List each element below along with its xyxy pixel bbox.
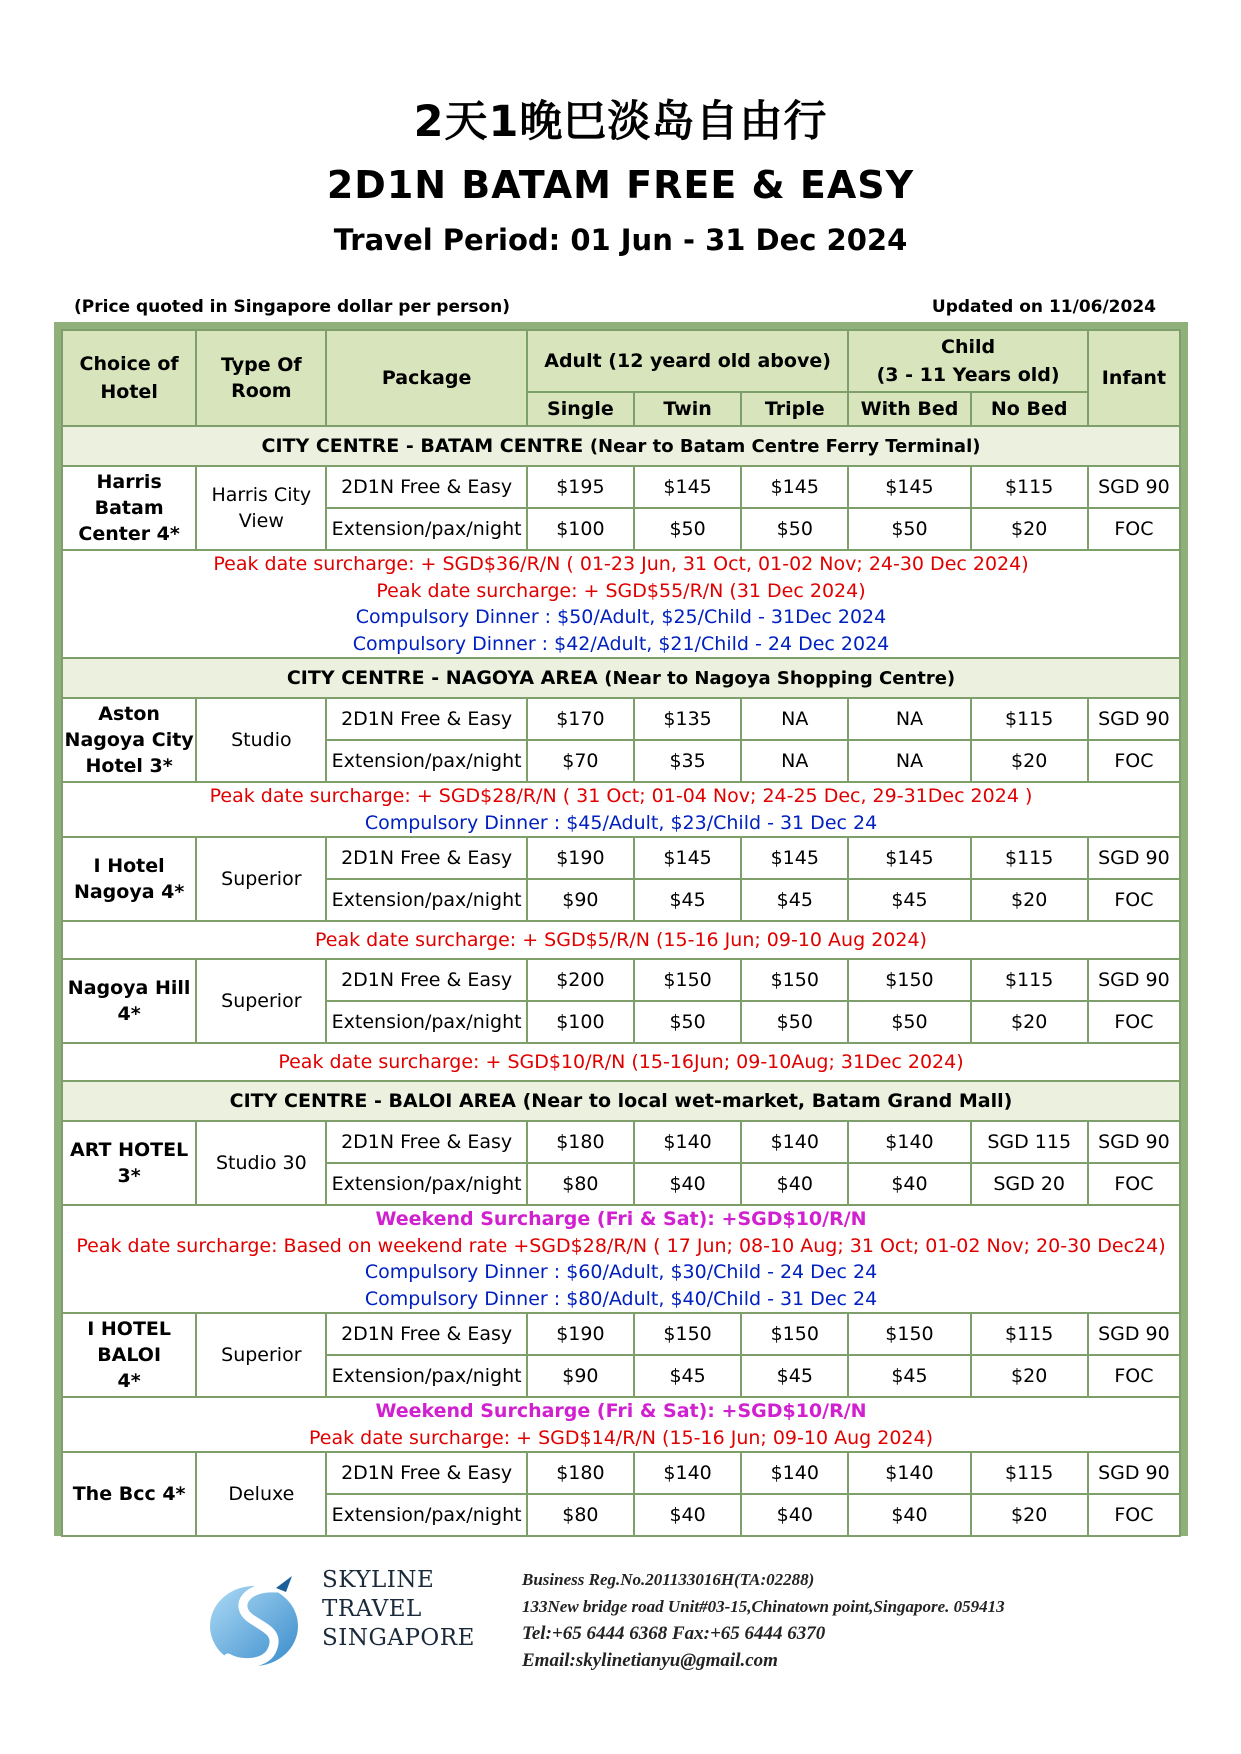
price-cell-no_bed: $115: [971, 959, 1088, 1001]
area-name: CITY CENTRE - BALOI AREA (Near to local wet-market, Batam Grand Mall): [229, 1090, 1013, 1112]
price-cell-infant: FOC: [1088, 1355, 1180, 1397]
hotel-name-line: Hotel 3*: [85, 755, 173, 777]
price-row: [62, 837, 1180, 879]
surcharge-note: Peak date surcharge: + SGD$28/R/N ( 31 Oct; 01-04 Nov; 24-25 Dec, 29-31Dec 2024 ): [209, 785, 1033, 807]
surcharge-notes: [62, 1205, 1180, 1313]
price-cell-triple: $45: [741, 879, 848, 921]
price-cell-infant: FOC: [1088, 1163, 1180, 1205]
price-cell-with_bed: $50: [848, 508, 970, 550]
price-row: [62, 959, 1180, 1001]
hotel-name-line: BALOI: [97, 1344, 162, 1366]
business-email[interactable]: Email:skylinetianyu@gmail.com: [522, 1650, 778, 1671]
business-details: [522, 1566, 1005, 1674]
business-reg: Business Reg.No.201133016H(TA:02288): [522, 1570, 815, 1589]
room-type-line: Studio 30: [215, 1152, 307, 1174]
price-cell-twin: $150: [634, 1313, 741, 1355]
price-cell-twin: $45: [634, 879, 741, 921]
price-cell-no_bed: $115: [971, 837, 1088, 879]
price-cell-twin: $145: [634, 466, 741, 508]
hotel-name-line: Center 4*: [78, 523, 180, 545]
surcharge-note: Peak date surcharge: + SGD$55/R/N (31 Dec 2024): [376, 579, 866, 602]
notes-row: [62, 921, 1180, 959]
price-cell-no_bed: $115: [971, 1313, 1088, 1355]
hotel-name: [62, 959, 196, 1043]
price-cell-single: $100: [527, 508, 634, 550]
surcharge-note: Peak date surcharge: + SGD$36/R/N ( 01-23 Jun, 31 Oct, 01-02 Nov; 24-30 Dec 2024): [213, 553, 1029, 575]
price-cell-no_bed: SGD 20: [971, 1163, 1088, 1205]
header-hotel: Choice of Hotel: [62, 330, 196, 426]
price-cell-infant: SGD 90: [1088, 959, 1180, 1001]
price-cell-triple: $40: [741, 1494, 848, 1536]
area-heading: [62, 658, 1180, 698]
notes-row: [62, 782, 1180, 837]
area-row: [62, 658, 1180, 698]
price-cell-triple: $50: [741, 1001, 848, 1043]
price-cell-package: 2D1N Free & Easy: [326, 837, 526, 879]
hotel-name-line: ART HOTEL: [70, 1139, 189, 1161]
price-cell-twin: $40: [634, 1163, 741, 1205]
room-type: [196, 837, 326, 921]
price-cell-twin: $35: [634, 740, 741, 782]
price-cell-triple: $140: [741, 1121, 848, 1163]
price-cell-single: $80: [527, 1494, 634, 1536]
price-cell-triple: $40: [741, 1163, 848, 1205]
header-no-bed: No Bed: [971, 392, 1088, 426]
price-cell-infant: SGD 90: [1088, 1121, 1180, 1163]
price-cell-package: 2D1N Free & Easy: [326, 1313, 526, 1355]
price-cell-twin: $145: [634, 837, 741, 879]
header-child-age: (3 - 11 Years old): [876, 364, 1060, 386]
price-cell-package: 2D1N Free & Easy: [326, 959, 526, 1001]
price-cell-no_bed: $20: [971, 1494, 1088, 1536]
hotel-name-line: Nagoya 4*: [73, 881, 185, 903]
price-cell-twin: $50: [634, 1001, 741, 1043]
hotel-name-line: The Bcc 4*: [72, 1483, 186, 1505]
area-heading: [62, 426, 1180, 466]
price-cell-no_bed: $20: [971, 740, 1088, 782]
price-cell-package: Extension/pax/night: [326, 1001, 526, 1043]
price-cell-with_bed: $50: [848, 1001, 970, 1043]
surcharge-note: Compulsory Dinner : $42/Adult, $21/Child - 24 Dec 2024: [352, 632, 890, 655]
price-cell-no_bed: $115: [971, 466, 1088, 508]
price-cell-twin: $140: [634, 1121, 741, 1163]
price-cell-package: Extension/pax/night: [326, 879, 526, 921]
travel-period: Travel Period: 01 Jun - 31 Dec 2024: [333, 223, 908, 257]
area-row: [62, 426, 1180, 466]
area-subtitle: (Near to Nagoya Shopping Centre): [604, 668, 956, 689]
price-cell-single: $200: [527, 959, 634, 1001]
notes-row: [62, 1205, 1180, 1313]
hotel-name-line: Nagoya Hill: [67, 977, 191, 999]
price-table-frame: [54, 322, 1188, 1536]
surcharge-note: Peak date surcharge: + SGD$10/R/N (15-16Jun; 09-10Aug; 31Dec 2024): [278, 1050, 964, 1073]
surcharge-notes: [62, 550, 1180, 658]
surcharge-notes: [62, 1397, 1180, 1452]
area-subtitle: (Near to Batam Centre Ferry Terminal): [589, 436, 981, 457]
header-child-title: Child: [941, 336, 996, 358]
surcharge-note: Weekend Surcharge (Fri & Sat): +SGD$10/R/N: [375, 1400, 867, 1422]
price-cell-with_bed: $40: [848, 1494, 970, 1536]
price-cell-with_bed: $45: [848, 1355, 970, 1397]
header-package: Package: [326, 330, 526, 426]
price-cell-no_bed: $115: [971, 1452, 1088, 1494]
price-cell-single: $180: [527, 1452, 634, 1494]
price-cell-infant: FOC: [1088, 508, 1180, 550]
price-cell-triple: $50: [741, 508, 848, 550]
price-cell-package: Extension/pax/night: [326, 1355, 526, 1397]
surcharge-note: Peak date surcharge: + SGD$14/R/N (15-16 Jun; 09-10 Aug 2024): [308, 1426, 933, 1449]
surcharge-notes: [62, 1043, 1180, 1081]
surcharge-notes: [62, 782, 1180, 837]
price-cell-with_bed: NA: [848, 740, 970, 782]
area-row: [62, 1081, 1180, 1121]
price-cell-infant: SGD 90: [1088, 466, 1180, 508]
price-cell-single: $100: [527, 1001, 634, 1043]
price-cell-with_bed: $150: [848, 1313, 970, 1355]
header-room: Type Of Room: [196, 330, 326, 426]
price-cell-package: Extension/pax/night: [326, 740, 526, 782]
business-phone: Tel:+65 6444 6368 Fax:+65 6444 6370: [522, 1623, 826, 1644]
room-type-line: Harris City: [211, 484, 312, 506]
room-type-line: Studio: [231, 729, 292, 751]
price-cell-package: 2D1N Free & Easy: [326, 1452, 526, 1494]
price-cell-no_bed: $20: [971, 1355, 1088, 1397]
price-cell-no_bed: $115: [971, 698, 1088, 740]
price-cell-twin: $40: [634, 1494, 741, 1536]
price-row: [62, 1121, 1180, 1163]
hotel-name-line: 4*: [117, 1370, 141, 1392]
surcharge-note: Peak date surcharge: + SGD$5/R/N (15-16 Jun; 09-10 Aug 2024): [315, 928, 927, 951]
room-type: [196, 1452, 326, 1536]
price-cell-single: $170: [527, 698, 634, 740]
price-cell-with_bed: $145: [848, 837, 970, 879]
room-type-line: Deluxe: [228, 1483, 295, 1505]
price-cell-twin: $50: [634, 508, 741, 550]
price-cell-single: $190: [527, 1313, 634, 1355]
price-cell-triple: $140: [741, 1452, 848, 1494]
price-cell-twin: $140: [634, 1452, 741, 1494]
hotel-name: [62, 837, 196, 921]
price-cell-single: $195: [527, 466, 634, 508]
title-chinese: 2天1晚巴淡岛自由行: [413, 97, 828, 147]
room-type: [196, 959, 326, 1043]
price-cell-infant: SGD 90: [1088, 1313, 1180, 1355]
price-cell-triple: $150: [741, 1313, 848, 1355]
header-with-bed: With Bed: [848, 392, 970, 426]
price-cell-no_bed: $20: [971, 879, 1088, 921]
header-single: Single: [527, 392, 634, 426]
room-type: [196, 466, 326, 550]
price-cell-package: 2D1N Free & Easy: [326, 698, 526, 740]
room-type: [196, 1313, 326, 1397]
price-cell-with_bed: $145: [848, 466, 970, 508]
price-cell-package: 2D1N Free & Easy: [326, 1121, 526, 1163]
price-cell-triple: $145: [741, 837, 848, 879]
price-table: [61, 329, 1181, 1537]
hotel-name-line: I HOTEL: [87, 1318, 172, 1340]
price-cell-no_bed: $20: [971, 508, 1088, 550]
surcharge-note: Compulsory Dinner : $60/Adult, $30/Child - 24 Dec 24: [364, 1261, 878, 1283]
hotel-name-line: Harris: [96, 471, 162, 493]
price-cell-package: Extension/pax/night: [326, 1494, 526, 1536]
price-cell-no_bed: $20: [971, 1001, 1088, 1043]
header-child: [848, 330, 1087, 392]
surcharge-note: Peak date surcharge: Based on weekend rate +SGD$28/R/N ( 17 Jun; 08-10 Aug; 31 Oct; 01-02 Nov; 20-30 Dec24): [76, 1234, 1166, 1257]
price-cell-triple: $45: [741, 1355, 848, 1397]
header-twin: Twin: [634, 392, 741, 426]
surcharge-note: Compulsory Dinner : $45/Adult, $23/Child - 31 Dec 24: [364, 811, 878, 834]
company-logo-text: [322, 1566, 475, 1653]
room-type: [196, 698, 326, 782]
business-address: 133New bridge road Unit#03-15,Chinatown point,Singapore. 059413: [522, 1597, 1005, 1616]
notes-row: [62, 1397, 1180, 1452]
room-type-line: Superior: [221, 990, 302, 1012]
price-cell-infant: FOC: [1088, 1494, 1180, 1536]
price-cell-triple: $145: [741, 466, 848, 508]
room-type-line: Superior: [221, 868, 302, 890]
price-cell-no_bed: SGD 115: [971, 1121, 1088, 1163]
logo-line-skyline: SKYLINE: [322, 1567, 435, 1593]
surcharge-note: Compulsory Dinner : $50/Adult, $25/Child - 31Dec 2024: [355, 606, 887, 628]
price-cell-with_bed: $140: [848, 1452, 970, 1494]
hotel-name-line: I Hotel: [93, 855, 165, 877]
price-cell-single: $70: [527, 740, 634, 782]
updated-date: Updated on 11/06/2024: [931, 297, 1156, 317]
price-cell-with_bed: NA: [848, 698, 970, 740]
price-cell-single: $190: [527, 837, 634, 879]
logo-line-singapore: SINGAPORE: [322, 1625, 475, 1651]
surcharge-notes: [62, 921, 1180, 959]
price-cell-infant: FOC: [1088, 740, 1180, 782]
price-cell-twin: $135: [634, 698, 741, 740]
hotel-name-line: Nagoya City: [64, 729, 194, 751]
price-cell-triple: NA: [741, 740, 848, 782]
price-cell-infant: SGD 90: [1088, 698, 1180, 740]
price-row: [62, 1452, 1180, 1494]
price-cell-triple: NA: [741, 698, 848, 740]
logo-line-travel: TRAVEL: [322, 1596, 422, 1622]
hotel-name: [62, 1452, 196, 1536]
header-adult: Adult (12 yeard old above): [527, 330, 849, 392]
price-cell-twin: $45: [634, 1355, 741, 1397]
price-row: [62, 1313, 1180, 1355]
area-name: CITY CENTRE - BATAM CENTRE: [261, 435, 584, 457]
price-cell-triple: $150: [741, 959, 848, 1001]
price-cell-with_bed: $150: [848, 959, 970, 1001]
hotel-name-line: 4*: [117, 1003, 141, 1025]
hotel-name-line: Aston: [98, 703, 160, 725]
price-cell-infant: SGD 90: [1088, 837, 1180, 879]
price-cell-single: $90: [527, 1355, 634, 1397]
price-cell-infant: FOC: [1088, 1001, 1180, 1043]
hotel-name-line: 3*: [117, 1165, 141, 1187]
header-triple: Triple: [741, 392, 848, 426]
hotel-name: [62, 1313, 196, 1397]
price-cell-single: $80: [527, 1163, 634, 1205]
company-footer: [200, 1560, 1100, 1690]
hotel-name: [62, 466, 196, 550]
price-row: [62, 466, 1180, 508]
surcharge-note: Compulsory Dinner : $80/Adult, $40/Child - 31 Dec 24: [364, 1287, 878, 1310]
price-row: [62, 698, 1180, 740]
notes-row: [62, 550, 1180, 658]
price-cell-with_bed: $45: [848, 879, 970, 921]
hotel-name: [62, 698, 196, 782]
price-cell-single: $180: [527, 1121, 634, 1163]
price-note: (Price quoted in Singapore dollar per person): [74, 297, 511, 317]
hotel-name: [62, 1121, 196, 1205]
price-cell-infant: SGD 90: [1088, 1452, 1180, 1494]
surcharge-note: Weekend Surcharge (Fri & Sat): +SGD$10/R/N: [375, 1208, 867, 1230]
price-cell-package: Extension/pax/night: [326, 1163, 526, 1205]
price-cell-package: Extension/pax/night: [326, 508, 526, 550]
room-type-line: Superior: [221, 1344, 302, 1366]
room-type-line: View: [238, 510, 284, 532]
room-type: [196, 1121, 326, 1205]
price-cell-package: 2D1N Free & Easy: [326, 466, 526, 508]
notes-row: [62, 1043, 1180, 1081]
price-cell-twin: $150: [634, 959, 741, 1001]
title-english: 2D1N BATAM FREE & EASY: [326, 163, 915, 207]
header-infant: Infant: [1088, 330, 1180, 426]
area-heading: [62, 1081, 1180, 1121]
price-cell-with_bed: $40: [848, 1163, 970, 1205]
price-cell-single: $90: [527, 879, 634, 921]
price-cell-infant: FOC: [1088, 879, 1180, 921]
area-name: CITY CENTRE - NAGOYA AREA: [286, 667, 598, 689]
price-cell-with_bed: $140: [848, 1121, 970, 1163]
dragon-logo-icon: [206, 1566, 314, 1674]
hotel-name-line: Batam: [94, 497, 164, 519]
